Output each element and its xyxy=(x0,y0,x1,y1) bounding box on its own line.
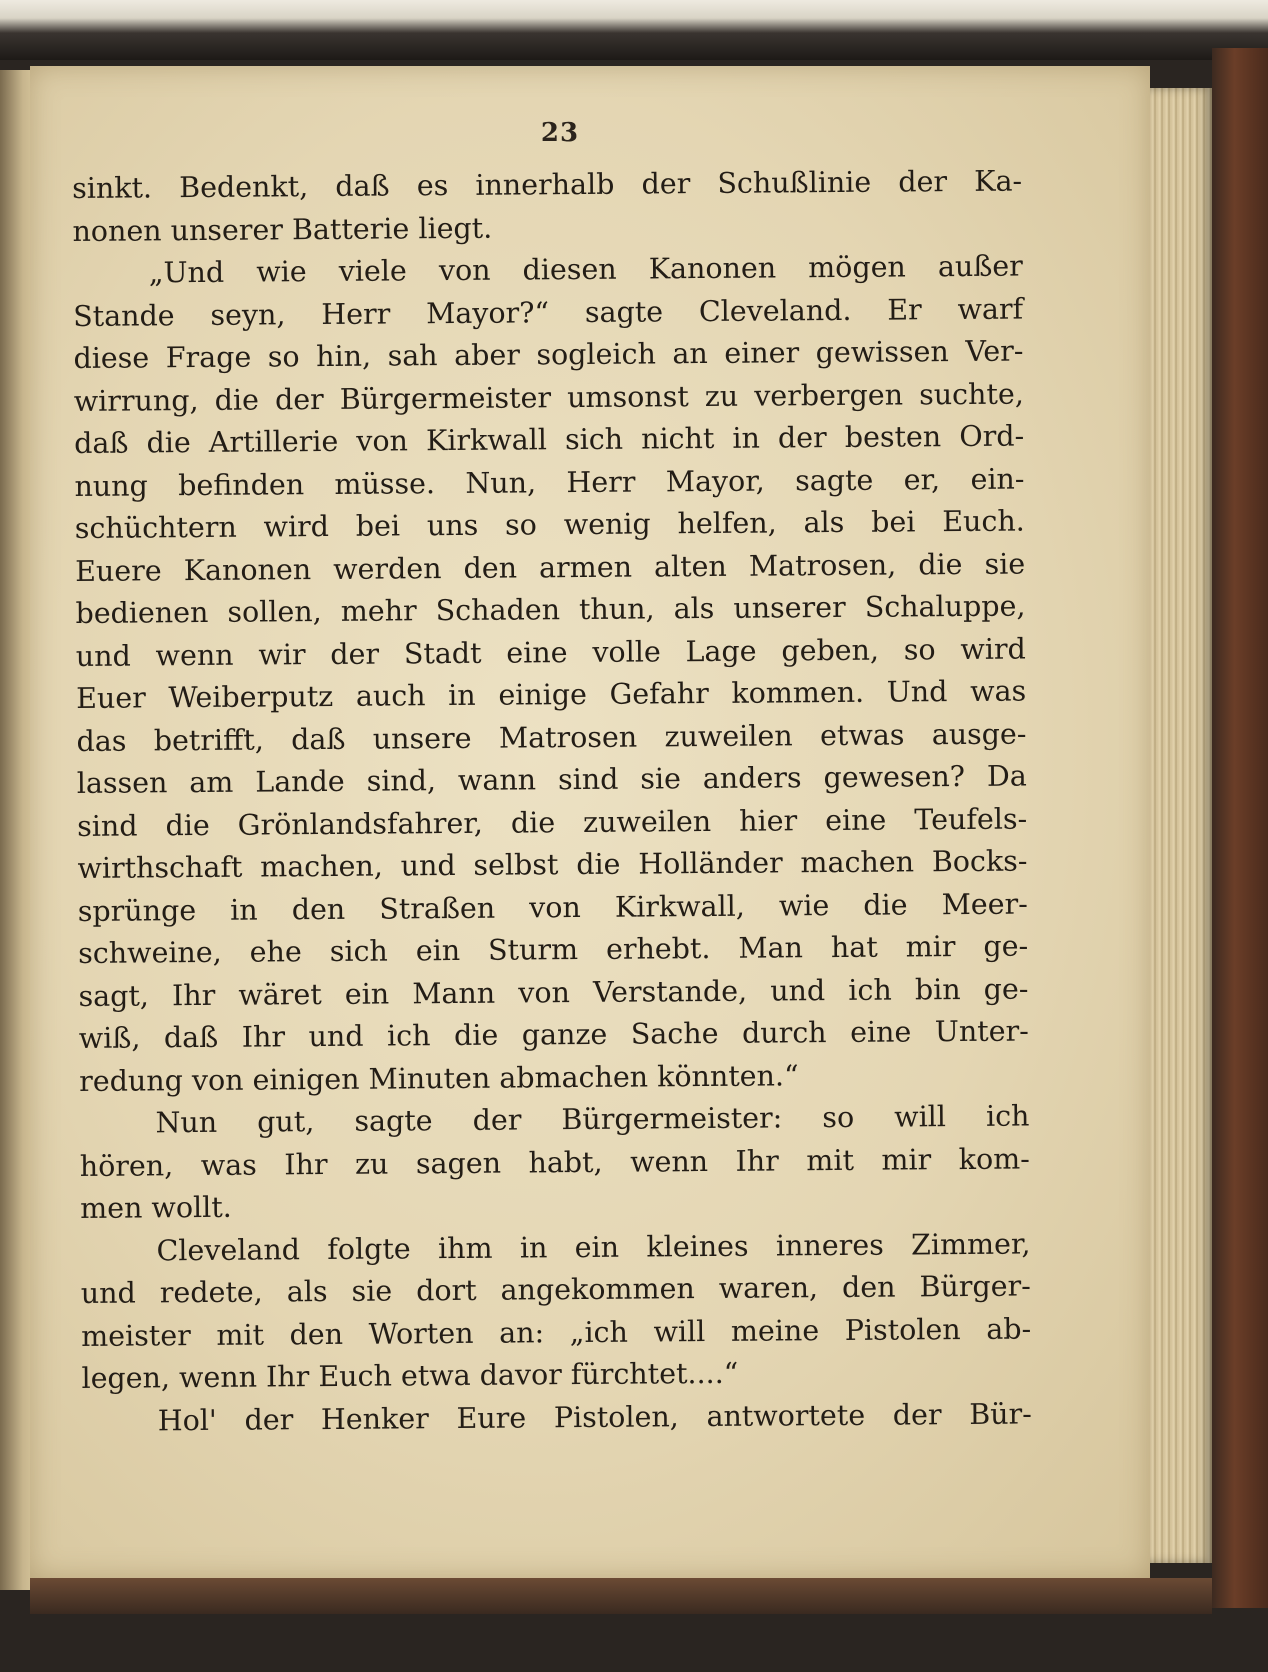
text-line: schüchtern wird bei uns so wenig helfen, als bei Euch. xyxy=(74,504,1025,545)
text-line: sinkt. Bedenkt, daß es innerhalb der Schußlinie der Ka- xyxy=(72,164,1023,205)
text-line: das betrifft, daß unsere Matrosen zuweilen etwas ausge- xyxy=(76,717,1027,758)
text-line: Euer Weiberputz auch in einige Gefahr kommen. Und was xyxy=(76,674,1027,715)
text-line: sagt, Ihr wäret ein Mann von Verstande, und ich bin ge- xyxy=(78,972,1029,1013)
text-line: Cleveland folgte ihm in ein kleines inneres Zimmer, xyxy=(156,1227,1031,1267)
text-line: wirrung, die der Bürgermeister umsonst zu verbergen suchte, xyxy=(73,377,1024,418)
page-text xyxy=(72,161,1032,1443)
text-line: Stande seyn, Herr Mayor?“ sagte Cleveland. Er warf xyxy=(73,292,1024,333)
text-line: Nun gut, sagte der Bürgermeister: so will ich xyxy=(155,1099,1030,1140)
text-line: men wollt. xyxy=(80,1190,232,1225)
text-line: bedienen sollen, mehr Schaden thun, als unserer Schaluppe, xyxy=(75,589,1026,630)
text-line: lassen am Lande sind, wann sind sie anders gewesen? Da xyxy=(76,759,1027,800)
text-line: meister mit den Worten an: „ich will meine Pistolen ab- xyxy=(81,1312,1032,1353)
text-line: „Und wie viele von diesen Kanonen mögen außer xyxy=(148,249,1023,290)
text-line: schweine, ehe sich ein Sturm erhebt. Man hat mir ge- xyxy=(78,929,1029,970)
text-line: wirthschaft machen, und selbst die Holländer machen Bocks- xyxy=(77,844,1028,885)
text-line: daß die Artillerie von Kirkwall sich nicht in der besten Ord- xyxy=(74,419,1025,460)
background-strip xyxy=(0,0,1268,60)
text-line: nung befinden müsse. Nun, Herr Mayor, sagte er, ein- xyxy=(74,462,1025,503)
text-line: hören, was Ihr zu sagen habt, wenn Ihr mit mir kom- xyxy=(79,1142,1030,1183)
text-line: wiß, daß Ihr und ich die ganze Sache durch eine Unter- xyxy=(78,1014,1029,1055)
text-line: Euere Kanonen werden den armen alten Matrosen, die sie xyxy=(75,547,1026,588)
text-line: nonen unserer Batterie liegt. xyxy=(72,211,493,248)
text-line: und redete, als sie dort angekommen waren, den Bürger- xyxy=(80,1269,1031,1310)
book-cover-edge xyxy=(1212,48,1268,1608)
book-cover-bottom xyxy=(30,1578,1212,1614)
text-line: Hol' der Henker Eure Pistolen, antwortete der Bür- xyxy=(157,1397,1032,1437)
text-line: sprünge in den Straßen von Kirkwall, wie die Meer- xyxy=(77,887,1028,928)
page-edges xyxy=(1150,88,1212,1563)
page-number: 23 xyxy=(540,118,580,148)
text-line: redung von einigen Minuten abmachen könnten.“ xyxy=(79,1058,799,1098)
text-line: sind die Grönlandsfahrer, die zuweilen hier eine Teufels- xyxy=(77,802,1028,843)
text-line: diese Frage so hin, sah aber sogleich an einer gewissen Ver- xyxy=(73,334,1024,375)
text-line: legen, wenn Ihr Euch etwa davor fürchtet....“ xyxy=(81,1356,739,1395)
text-line: und wenn wir der Stadt eine volle Lage geben, so wird xyxy=(75,632,1026,673)
